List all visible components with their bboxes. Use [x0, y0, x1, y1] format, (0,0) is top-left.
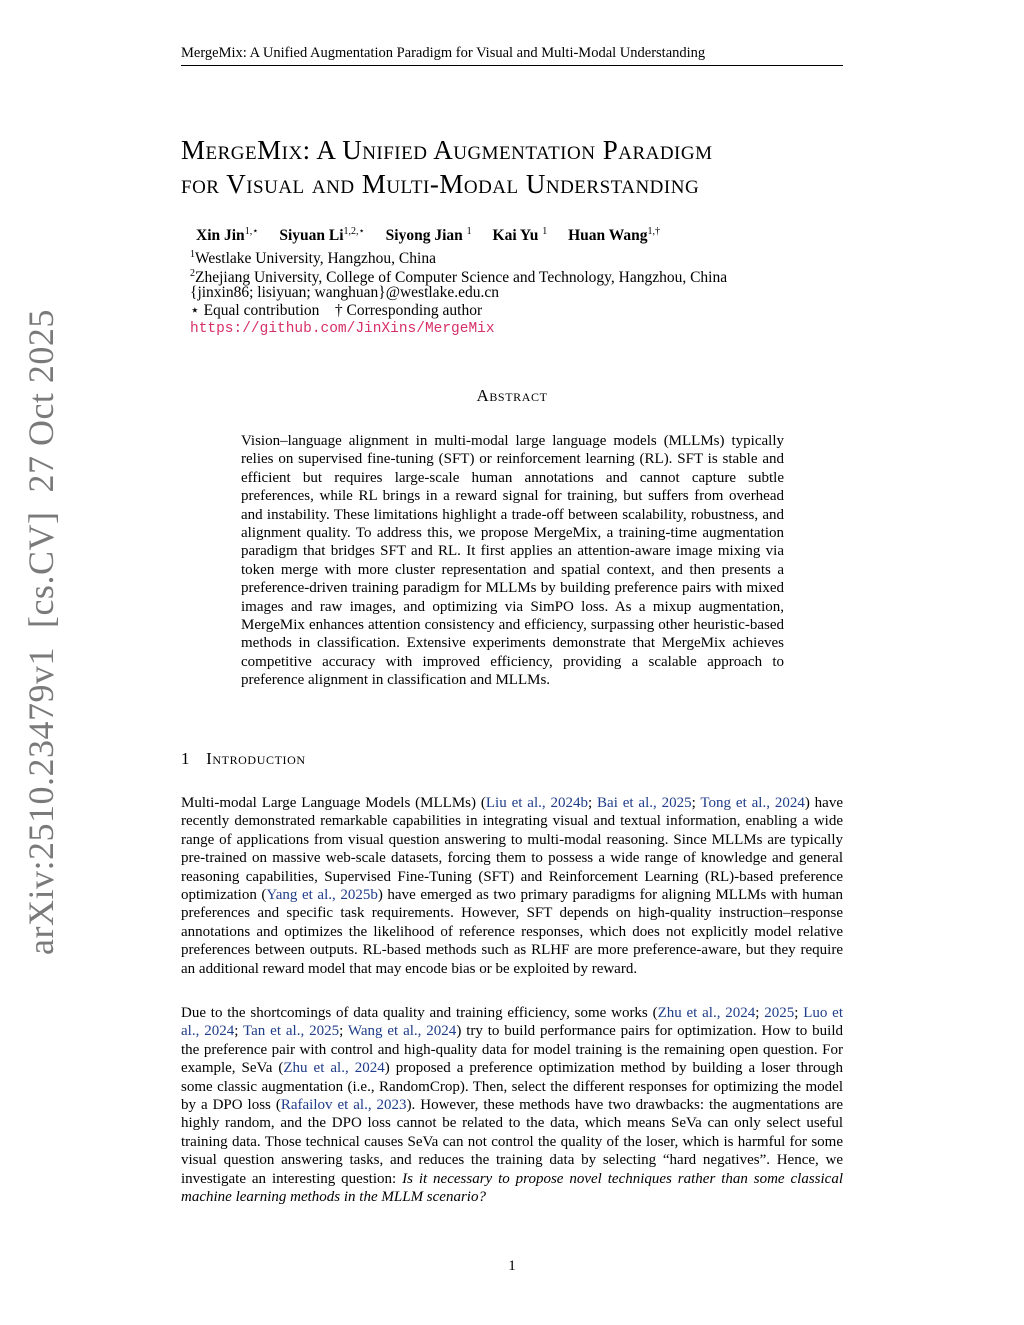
citation-link[interactable]: Rafailov et al., 2023 [280, 1097, 407, 1114]
citation-link[interactable]: Wang et al., 2024 [347, 1023, 457, 1040]
title-line-1: MergeMix: A Unified Augmentation Paradigm [181, 135, 713, 165]
author: Xin Jin$^{1,⋆}$ [196, 226, 259, 245]
author: Huan Wang$^{1,\dagger}$ [568, 226, 660, 245]
citation-link[interactable]: Yang et al., 2025b [266, 887, 378, 904]
paper-title [181, 133, 881, 201]
citation-link[interactable]: Liu et al., 2024b [485, 795, 588, 811]
citation-link[interactable]: Tan et al., 2025 [243, 1023, 340, 1040]
citation-link[interactable]: Zhu et al., 2024 [657, 1005, 756, 1021]
intro-paragraph-2: Due to the shortcomings of data quality and training efficiency, some works (Zhu et al., 2024; 2025; Luo et al., 2024; Tan et al., 2025; Wang et al., 2024) try to build performance pairs for optimization. How to build the preference pair with control and high-quality data for model training is the remaining open question. For example, SeVa (Zhu et al., 2024) proposed a preference optimization method by building a loser through some classic augmentation (i.e., RandomCrop). Then, select the different responses for optimizing the model by a DPO loss (Rafailov et al., 2023). However, these methods have two drawbacks: the augmentations are highly random, and the DPO loss cannot be related to the data, which means SeVa can only select useful training data. Those technical causes SeVa can not control the quality of the loser, which is harmful for some visual question answering tasks, and reduces the training data by selecting “hard negatives”. Hence, we investigate an interesting question: Is it necessary to propose novel techniques rather than some classical machine learning methods in the MLLM scenario? [181, 1005, 843, 1206]
author: Siyuan $Li^{1,2,⋆}$ [279, 226, 365, 245]
author-list [196, 226, 677, 245]
citation-link[interactable]: Zhu et al., 2024 [283, 1060, 385, 1077]
citation-link[interactable]: Tong et al., 2024 [700, 795, 805, 811]
research-question: Is it necessary to propose novel techniques rather than some classical machine learning methods in the MLLM scenario? [181, 1170, 843, 1206]
section-heading: 1 Introduction [181, 749, 306, 768]
author: Siyong Jian $^1$ [385, 226, 472, 245]
affiliation: $^2$Zhejiang University, College of Computer Science and Technology, Hangzhou, China [190, 268, 728, 287]
page-number: 1 [508, 1258, 516, 1274]
author-emails: {jinxin86; lisiyuan; wanghuan}@westlake.edu.cn [190, 284, 499, 301]
intro-paragraph-1: Multi-modal Large Language Models (MLLMs) (Liu et al., 2024b; Bai et al., 2025; Tong et al., 2024) have recently demonstrated remarkable capabilities in integrating visual and textual information, enabling a wide range of applications from visual question answering to multi-modal reasoning. Since MLLMs are typically pre-trained on massive web-scale datasets, forcing them to possess a wide range of knowledge and general reasoning capabilities, Supervised Fine-Tuning (SFT) and Reinforcement Learning (RL)-based preference optimization (Yang et al., 2025b) have emerged as two primary paradigms for aligning MLLMs with human preferences and specific task requirements. However, SFT depends on high-quality instruction–response annotations and optimizes the likelihood of reference responses, which does not explicitly model relative preferences between outputs. RL-based methods such as RLHF are more preference-aware, but they require an additional reward model that may encode bias or be exploited by reward. [181, 795, 843, 977]
running-head: MergeMix: A Unified Augmentation Paradigm for Visual and Multi-Modal Understanding [181, 44, 843, 66]
arxiv-stamp: arXiv:2510.23479v1 [cs.CV] 27 Oct 2025 [21, 309, 61, 955]
author: Kai Yu $^1$ [492, 226, 548, 245]
abstract-text: Vision–language alignment in multi-modal large language models (MLLMs) typically relies on supervised fine-tuning (SFT) or reinforcement learning (RL). SFT is stable and efficient but requires large-scale human annotations and cannot capture subtle preferences, while RL brings in a reward signal for training, but suffers from overhead and instability. These limitations highlight a trade-off between scalability, robustness, and alignment quality. To address this, we propose MergeMix, a training-time augmentation paradigm that bridges SFT and RL. It first applies an attention-aware image mixing via token merge with more cluster representation and spatial context, and then presents a preference-driven training paradigm for MLLMs by building preference pairs with mixed images and raw images, and optimizing via SimPO loss. As a mixup augmentation, MergeMix enhances attention consistency and efficiency, surpassing other heuristic-based methods in classification. Extensive experiments demonstrate that MergeMix achieves competitive accuracy with improved efficiency, providing a scalable approach to preference alignment in classification and MLLMs. [241, 433, 784, 689]
citation-link[interactable]: 2025 [764, 1005, 795, 1021]
citation-link[interactable]: Luo et al., 2024 [181, 1005, 843, 1040]
affiliation: $^1$Westlake University, Hangzhou, China [190, 249, 436, 268]
citation-link[interactable]: Bai et al., 2025 [597, 795, 692, 811]
repo-link[interactable]: https://github.com/JinXins/MergeMix [190, 321, 495, 337]
title-line-2: for Visual and Multi-Modal Understanding [181, 169, 700, 199]
abstract-heading: Abstract [476, 386, 548, 405]
contribution-notes: ⋆ Equal contribution † Corresponding author [190, 302, 483, 319]
